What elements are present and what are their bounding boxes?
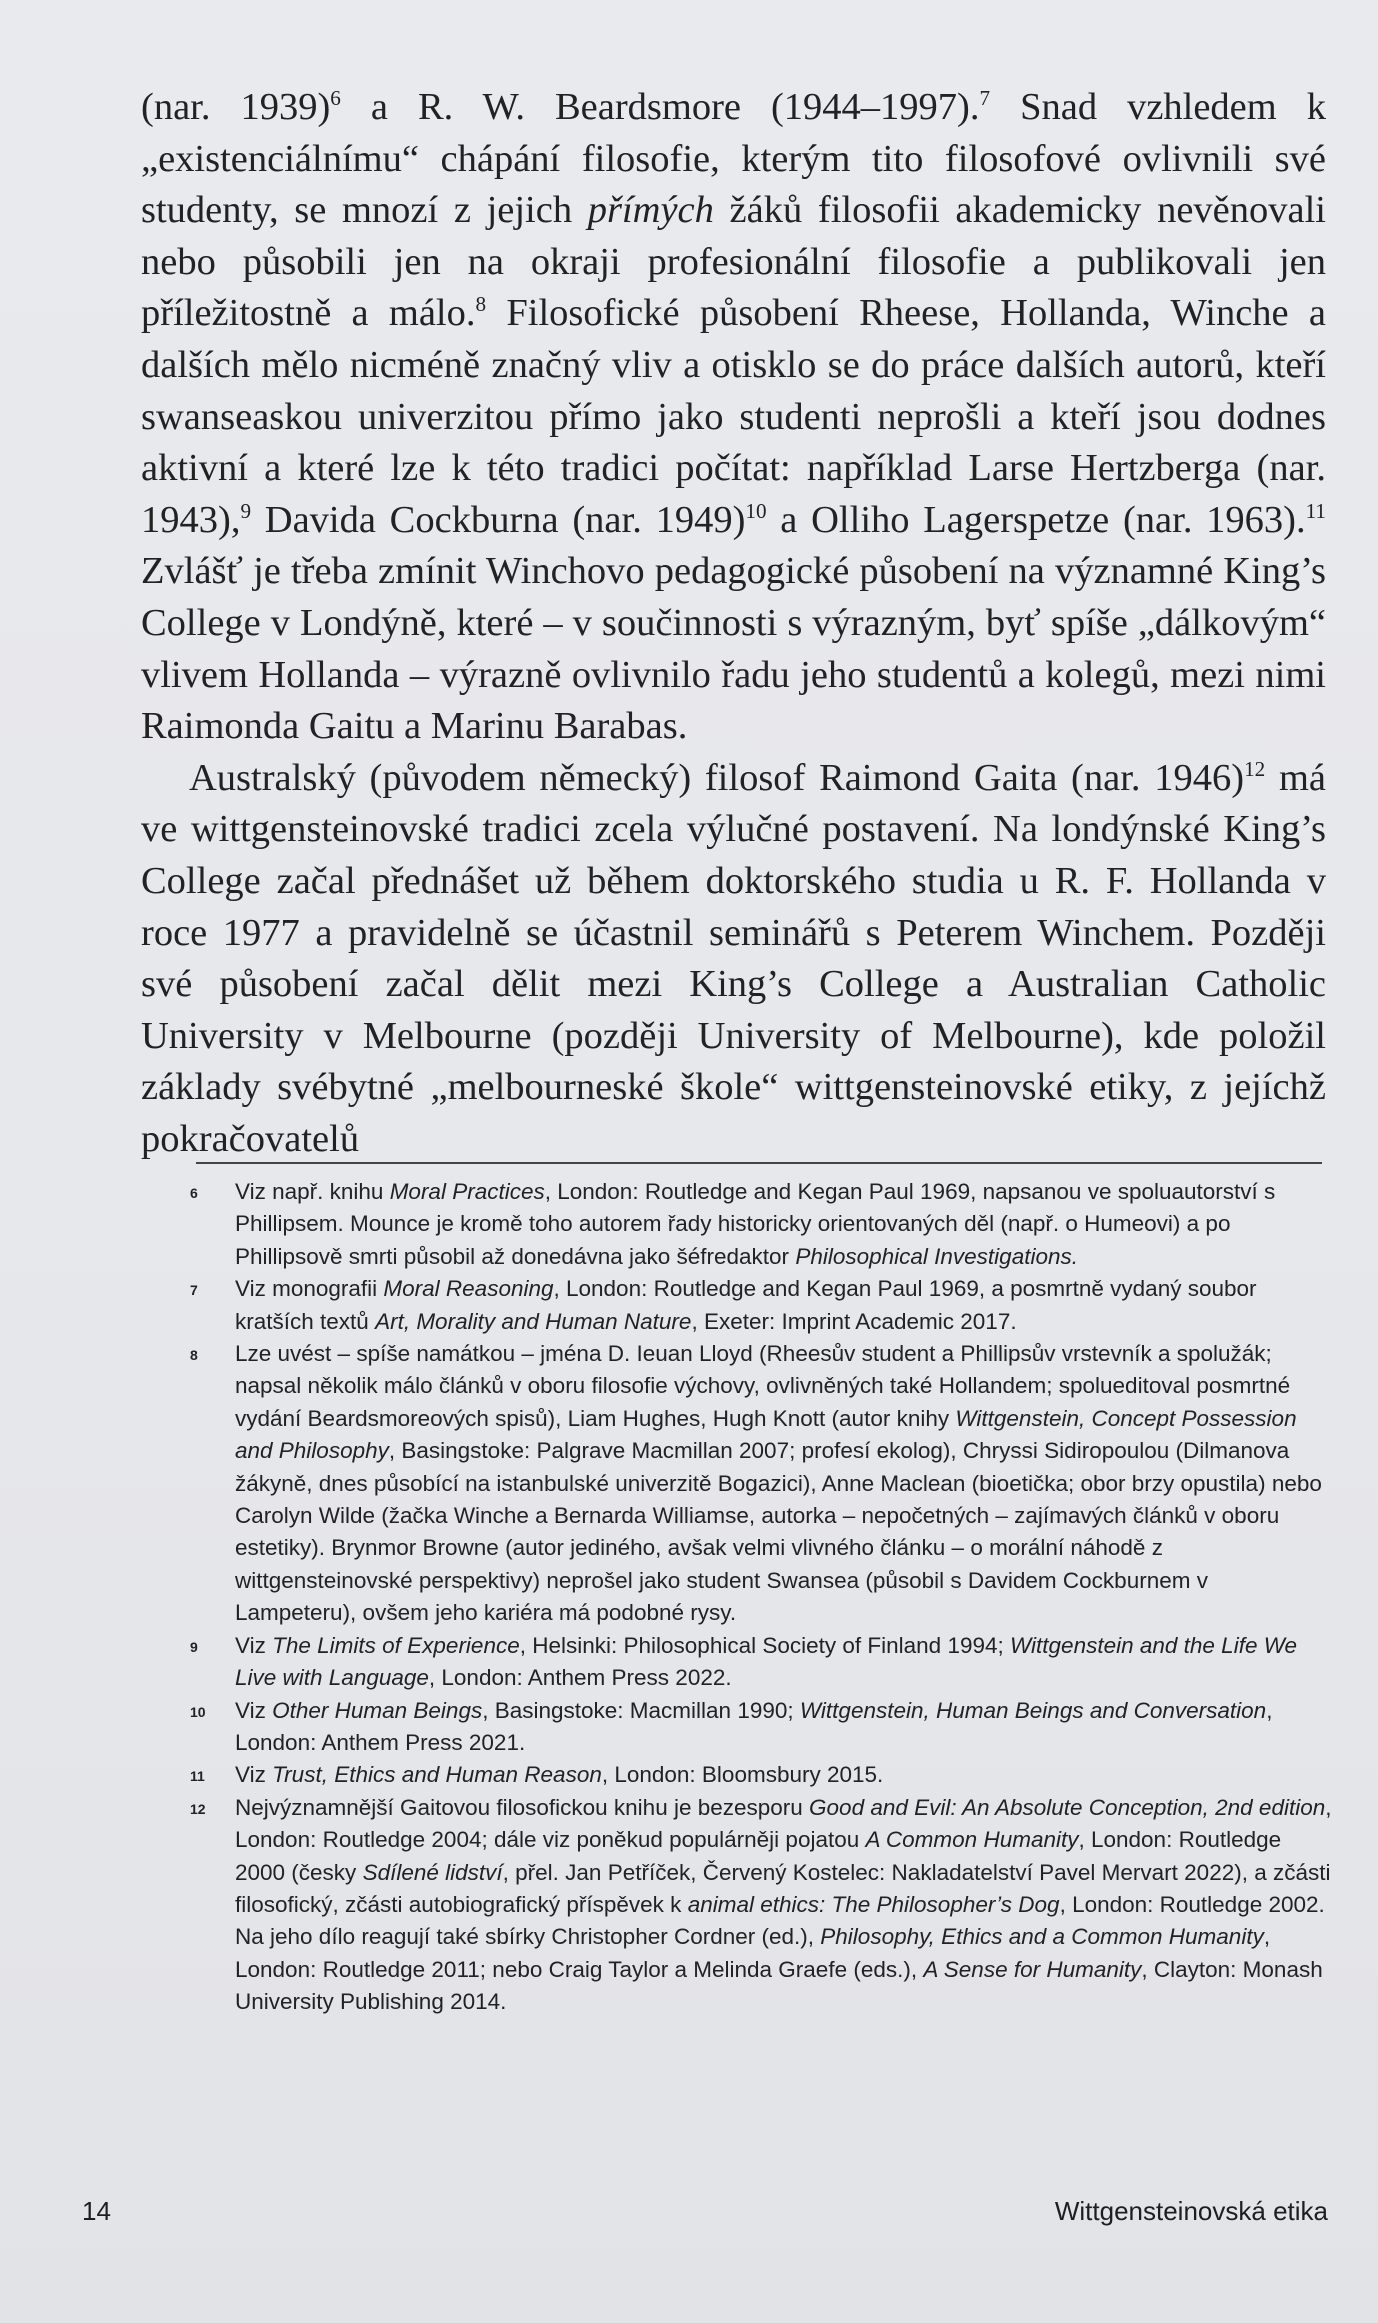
- footnote-text: , London: Routledge 2002. Na jeho dílo reagují také sbírky Christopher Cordner (ed.),: [235, 1891, 1325, 1950]
- text-run: má ve wittgensteinovské tradici zcela výlučné postavení. Na londýnské King’s College začal přednášet už během doktorského studia u R. F. Hollanda v roce 1977 a pravidelně se účastnil seminářů s Peterem Winchem. Později své působení začal dělit mezi King’s College a Australian Catholic University v Melbourne (později University of Melbourne), kde položil základy svébytné „melbourneské škole“ wittgensteinovské etiky, z jejíchž pokračovatelů: [141, 756, 1326, 1160]
- footnote-ref: 8: [475, 292, 487, 317]
- footnote-ref: 11: [1305, 498, 1327, 523]
- footnote-text: , London: Routledge and Kegan Paul 1969, napsanou ve spoluautorství s Phillipsem. Mounce je kromě toho autorem řady historicky orientovaných děl (např. o Humeovi) a po Phillipsově smrti působil až donedávna jako šéfredaktor: [235, 1179, 1276, 1269]
- footnote-text: , Helsinki: Philosophical Society of Finland 1994;: [519, 1632, 1010, 1658]
- italic-text: Philosophy, Ethics and a Common Humanity: [820, 1924, 1264, 1950]
- italic-text: Sdílené lidství: [362, 1859, 503, 1885]
- italic-text: The Limits of Experience: [272, 1632, 520, 1658]
- footnote-text: , London: Anthem Press 2022.: [428, 1665, 732, 1691]
- italic-text: Philosophical Investigations.: [795, 1243, 1078, 1269]
- footnote-ref: 6: [330, 86, 341, 111]
- footnote-text: , London: Anthem Press 2021.: [235, 1697, 1273, 1755]
- footnote-9: [190, 1630, 1332, 1695]
- italic-text: Moral Practices: [389, 1179, 545, 1204]
- text-run: Davida Cockburna (nar. 1949): [251, 498, 746, 541]
- footnote-number: 9: [190, 1638, 198, 1655]
- italic-text: Trust, Ethics and Human Reason: [272, 1762, 602, 1788]
- footnote-10: [190, 1695, 1332, 1760]
- italic-text: animal ethics: The Philosopher’s Dog: [687, 1891, 1060, 1917]
- page-number: 14: [82, 2196, 111, 2226]
- footnote-7: [190, 1273, 1332, 1338]
- footnote-11: [190, 1759, 1332, 1791]
- text-run: žáků filosofii akademicky nevěnovali nebo působili jen na okraji profesionální filosofie a publikovali jen příležitostně a málo.: [141, 189, 1326, 335]
- footnote-number: 11: [190, 1768, 205, 1785]
- footnote-text: , Basingstoke: Macmillan 1990;: [482, 1697, 800, 1723]
- footnote-text: , London: Routledge 2000 (česky: [235, 1827, 1282, 1885]
- footnote-text: Viz: [235, 1762, 273, 1788]
- footnote-number: 12: [190, 1800, 206, 1817]
- text-run: a Olliho Lagerspetze (nar. 1963).: [766, 498, 1306, 541]
- footnote-ref: 7: [979, 86, 991, 111]
- text-run: Filosofické působení Rheese, Hollanda, Winche a dalších mělo nicméně značný vliv a otisklo se do práce dalších autorů, kteří swanseaskou univerzitou přímo jako studenti neprošli a kteří jsou dodnes aktivní a které lze k této tradici počítat: například Larse Hertzberga (nar. 1943),: [141, 292, 1326, 541]
- footnote-text: Nejvýznamnější Gaitovou filosofickou knihu je bezesporu: [235, 1794, 810, 1820]
- text-run: (nar. 1939): [141, 86, 331, 128]
- italic-text: Moral Reasoning: [383, 1276, 554, 1302]
- footnote-text: , London: Routledge and Kegan Paul 1969, a posmrtně vydaný soubor kratších textů: [235, 1276, 1257, 1334]
- footnote-ref: 12: [1244, 756, 1266, 781]
- paragraph-2: [141, 753, 1326, 1166]
- italic-text: Good and Evil: An Absolute Conception, 2nd edition: [809, 1794, 1326, 1820]
- footnote-ref: 9: [240, 498, 252, 523]
- running-title: Wittgensteinovská etika: [1054, 2196, 1328, 2226]
- footnote-number: 7: [190, 1282, 198, 1299]
- footnote-text: Viz: [235, 1632, 273, 1658]
- italic-text: Art, Morality and Human Nature: [375, 1308, 692, 1334]
- footnote-text: , Clayton: Monash University Publishing 2014.: [235, 1956, 1323, 2015]
- footnote-text: , London: Bloomsbury 2015.: [601, 1762, 884, 1788]
- paragraph-1: [141, 82, 1326, 753]
- text-run: Australský (původem německý) filosof Raimond Gaita (nar. 1946): [189, 756, 1245, 799]
- footnote-text: , přel. Jan Petříček, Červený Kostelec: Nakladatelství Pavel Mervart 2022), a zčásti filosofický, zčásti autobiografický příspěvek k: [235, 1859, 1331, 1917]
- main-text: [141, 82, 1326, 1165]
- footnote-number: 8: [190, 1347, 198, 1364]
- footnote-number: 6: [190, 1185, 198, 1201]
- footnote-text: , London: Routledge 2004; dále viz poněkud populárněji pojatou: [235, 1794, 1332, 1853]
- footnote-text: Viz: [235, 1697, 273, 1723]
- italic-text: přímých: [587, 189, 714, 232]
- footnote-ref: 10: [745, 498, 767, 523]
- footnote-6: [190, 1176, 1332, 1273]
- text-run: Snad vzhledem k „existenciálnímu“ chápání filosofie, kterým tito filosofové ovlivnili své studenty, se mnozí z jejich: [141, 86, 1326, 232]
- text-run: Zvlášť je třeba zmínit Winchovo pedagogické působení na významné King’s College v Londýně, které – v součinnosti s výrazným, byť spíše „dálkovým“ vlivem Hollanda – výrazně ovlivnilo řadu jeho studentů a kolegů, mezi nimi Raimonda Gaitu a Marinu Barabas.: [141, 550, 1326, 748]
- footnote-text: Viz monografii: [235, 1276, 384, 1302]
- text-run: a R. W. Beardsmore (1944–1997).: [340, 86, 980, 128]
- footnote-text: , Basingstoke: Palgrave Macmillan 2007; profesí ekolog), Chryssi Sidiropoulou (Dilmanova žákyně, dnes působící na istanbulské univerzitě Bogazici), Anne Maclean (bioetička; obor brzy opustila) nebo Carolyn Wilde (žačka Winche a Bernarda Williamse, autorka – nepočetných – zajímavých článků v oboru estetiky). Brynmor Browne (autor jediného, avšak velmi vlivného článku – o morální náhodě z wittgensteinovské perspektivy) neprošel jako student Swansea (působil s Davidem Cockburnem v Lampeteru), ovšem jeho kariéra má podobné rysy.: [235, 1438, 1322, 1626]
- italic-text: A Common Humanity: [865, 1827, 1079, 1853]
- italic-text: Wittgenstein, Human Beings and Conversation: [799, 1697, 1267, 1723]
- footnote-divider: [196, 1162, 1322, 1164]
- footnote-text: Viz např. knihu: [235, 1179, 390, 1204]
- footnote-8: [190, 1338, 1332, 1630]
- footnote-number: 10: [190, 1703, 206, 1720]
- footnote-text: , Exeter: Imprint Academic 2017.: [691, 1308, 1017, 1334]
- footnotes: [190, 1176, 1332, 2019]
- italic-text: Wittgenstein and the Life We Live with Language: [235, 1632, 1298, 1691]
- footnote-text: Lze uvést – spíše namátkou – jména D. Ieuan Lloyd (Rheesův student a Phillipsův vrstevník a spolužák; napsal několik málo článků v oboru filosofie výchovy, ovlivněných také Hollandem; spolueditoval posmrtné vydání Beardsmoreových spisů), Liam Hughes, Hugh Knott (autor knihy: [235, 1341, 1291, 1431]
- italic-text: A Sense for Humanity: [923, 1956, 1142, 1982]
- italic-text: Other Human Beings: [272, 1697, 483, 1723]
- italic-text: Wittgenstein, Concept Possession and Philosophy: [235, 1405, 1297, 1464]
- footnote-12: [190, 1792, 1332, 2019]
- footnote-text: , London: Routledge 2011; nebo Craig Taylor a Melinda Graefe (eds.),: [235, 1924, 1271, 1982]
